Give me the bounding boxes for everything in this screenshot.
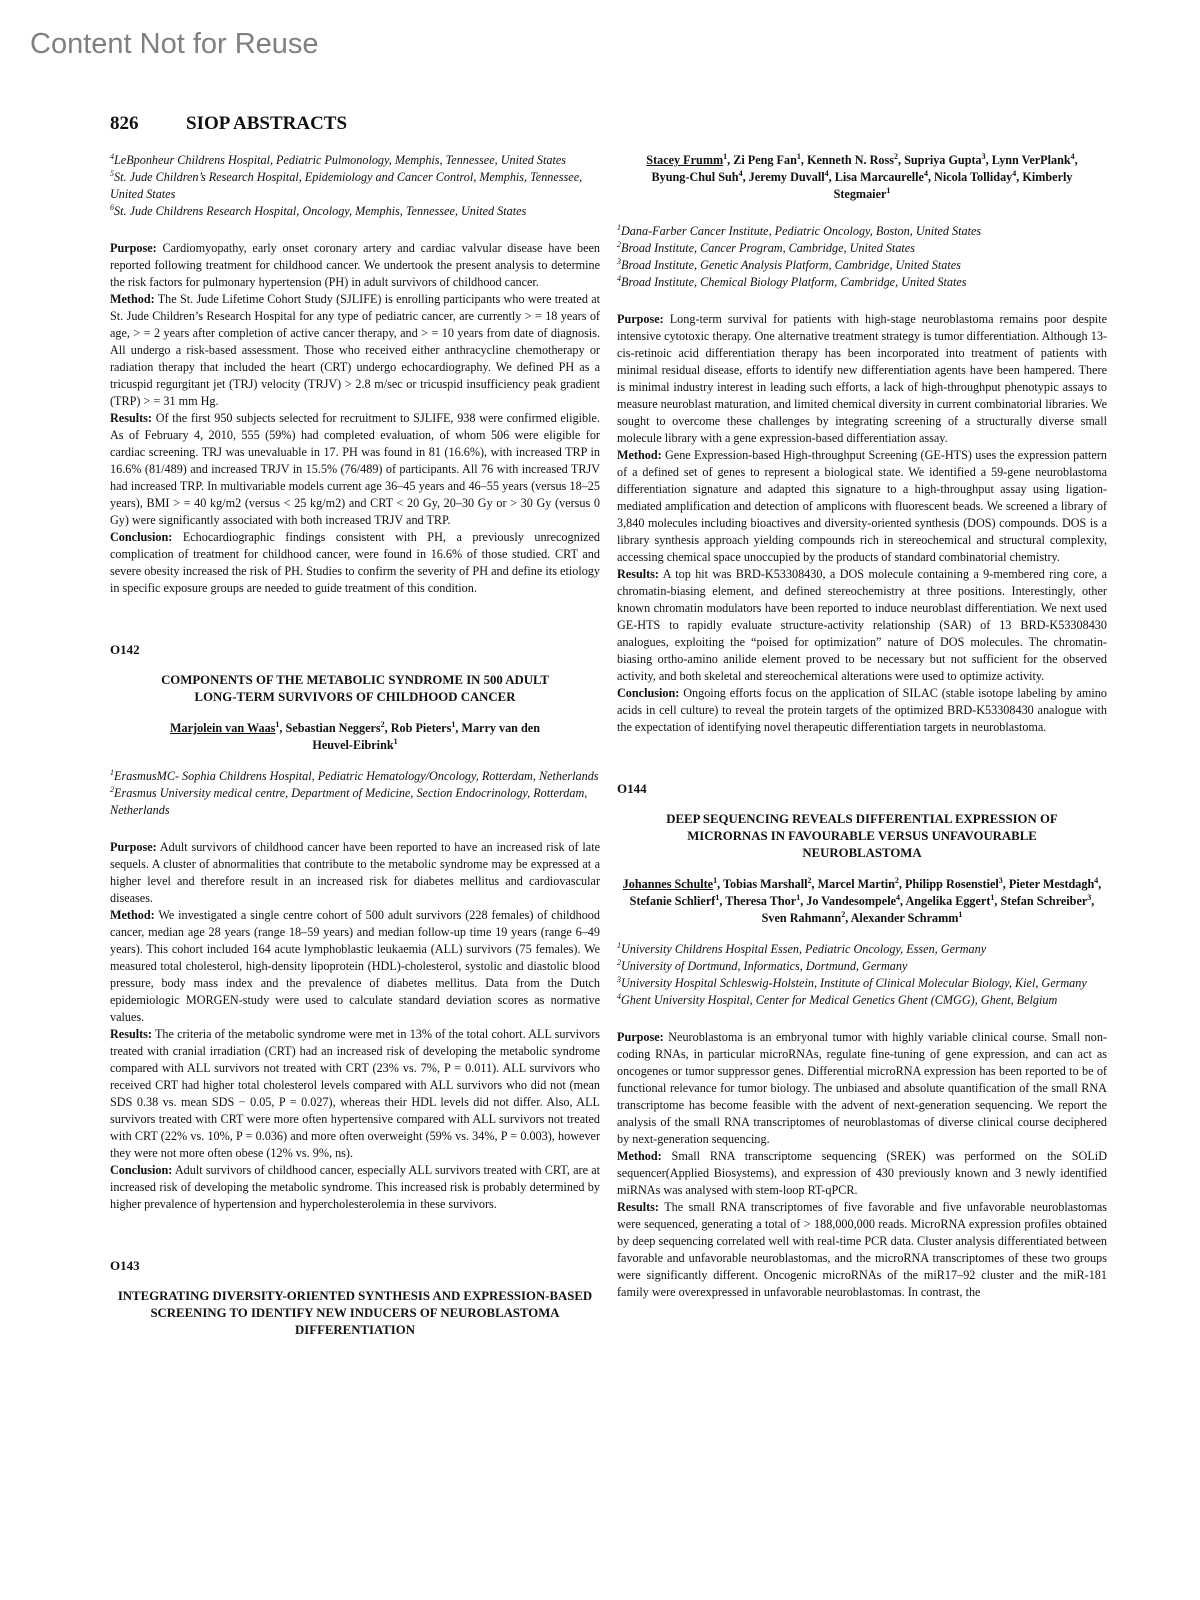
abstract-section [110, 529, 600, 597]
author-separator: , [742, 170, 749, 184]
affiliation-number: 1 [110, 767, 114, 777]
section-text: The small RNA transcriptomes of five favorable and five unfavorable neuroblastomas were sequenced, generating a total of > 188,000,000 reads. MicroRNA expression profiles obtained by deep sequencing correlated well with real-time PCR data. Cluster analysis differentiated between favorable and unfavorable neuroblastomas, and the microRNA transcriptomes of these two groups were significantly different. Oncogenic microRNAs of the miR17–92 cluster and the miR-181 family were overexpressed in unfavorable neuroblastomas. In contrast, the [617, 1200, 1107, 1299]
author-separator: , [811, 877, 818, 891]
affiliation-text: University Childrens Hospital Essen, Pediatric Oncology, Essen, Germany [621, 942, 987, 956]
author-affiliation-number: 1 [958, 909, 963, 919]
affiliation-text: University of Dortmund, Informatics, Dortmund, Germany [621, 959, 908, 973]
abstract-section [617, 1148, 1107, 1199]
continued-abstract [110, 152, 600, 597]
author-separator: , [898, 877, 905, 891]
author-name: Jo Vandesompele [806, 894, 897, 908]
author-separator: , [1091, 894, 1095, 908]
section-text: The criteria of the metabolic syndrome were met in 13% of the total cohort. ALL survivors treated with cranial irradiation (CRT) had an increased risk of developing the metabolic syndrome compared with ALL survivors not treated with CRT (23% vs. 7%, P = 0.011). ALL survivors who received CRT had higher total cholesterol levels compared with ALL survivors who did not (mean SDS 0.38 vs. mean SDS − 0.05, P = 0.027), whereas their HDL levels did not differ. Also, ALL survivors treated with CRT were more often hypertensive compared with ALL survivors not treated with CRT (22% vs. 10%, P = 0.036) and more often overweight (59% vs. 34%, P = 0.003), however they were not more often obese (12% vs. 9%, ns). [110, 1027, 600, 1160]
author-affiliation-number: 3 [981, 151, 986, 161]
affiliation-number: 2 [617, 239, 621, 249]
section-label: Results: [110, 411, 152, 425]
watermark: Content Not for Reuse [30, 28, 319, 60]
abstract-section [110, 907, 600, 1026]
author [904, 153, 992, 167]
section-text: Of the first 950 subjects selected for recruitment to SJLIFE, 938 were confirmed eligible. As of February 4, 2010, 555 (59%) had completed evaluation, of whom 506 were eligible for cardiac screening. TRJ was unevaluable in 17. PH was found in 81 (16.6%), with increased TRP in 16.6% (81/489) and increased TRJV in 15.5% (76/489) of participants. All 76 with increased TRJV had increased TRP. In multivariable models current age 36–45 years and 46–55 years (versus 18–25 years), BMI > = 40 kg/m2 (versus < 25 kg/m2) and CRT < 20 Gy, 20–30 Gy or > 30 Gy (versus 0 Gy) were significantly associated with both increased TRJV and TRP. [110, 411, 600, 527]
author-name: Pieter Mestdagh [1008, 877, 1095, 891]
section-label: Method: [110, 292, 155, 306]
author-name: Lynn VerPlank [991, 153, 1071, 167]
section-label: Purpose: [617, 312, 664, 326]
author-separator: , [1074, 153, 1078, 167]
author-affiliation-number: 2 [894, 875, 899, 885]
affiliation-text: Broad Institute, Cancer Program, Cambridge, United States [621, 241, 915, 255]
section-text: Long-term survival for patients with high-stage neuroblastoma remains poor despite intensive cytotoxic therapy. One alternative treatment strategy is tumor differentiation. Although 13-cis-retinoic acid differentiation therapy has been incorporated into treatment of patients with minimal residual disease, efforts to identify new differentiation agents have been hampered. There is minimal industry interest in leading such efforts, a lack of high-throughput phenotypic assays to measure neuroblast maturation, and limited chemical diversity in current combinatorial libraries. We sought to overcome these challenges by integrating screening of a structurally diverse small molecule library with a gene expression-based differentiation assay. [617, 312, 1107, 445]
author-name: Theresa Thor [725, 894, 797, 908]
author-name: Philipp Rosenstiel [904, 877, 999, 891]
affiliation-number: 2 [617, 957, 621, 967]
abstract-section [617, 1199, 1107, 1301]
section-label: Method: [110, 908, 155, 922]
affiliation [617, 975, 1107, 992]
affiliation-text: St. Jude Children’s Research Hospital, Epidemiology and Cancer Control, Memphis, Tennessee, United States [110, 170, 583, 201]
author-separator: , [897, 153, 905, 167]
abstract-o144 [617, 780, 1107, 1301]
author [749, 170, 835, 184]
affiliation [110, 768, 600, 785]
author-affiliation-number: 1 [886, 185, 891, 195]
affiliation [110, 785, 600, 819]
author-affiliation-number: 3 [1087, 892, 1092, 902]
author-affiliation-number: 1 [796, 151, 801, 161]
abstract-o142 [110, 641, 600, 1213]
author-name: Kenneth N. Ross [806, 153, 894, 167]
affiliation-list [617, 941, 1107, 1009]
abstract-id: O142 [110, 642, 140, 657]
abstract-id: O144 [617, 781, 647, 796]
author-affiliation-number: 4 [923, 168, 928, 178]
author-name: Kimberly Stegmaier [833, 170, 1073, 201]
section-label: Purpose: [110, 241, 157, 255]
author-name: Rob Pieters [390, 721, 452, 735]
section-text: Adult survivors of childhood cancer have been reported to have an increased risk of late sequels. A cluster of abnormalities that contribute to the metabolic syndrome may be expressed at a higher level and therefore result in an increased risk for diabetes mellitus and cardiovascular diseases. [110, 840, 600, 905]
author [806, 894, 905, 908]
journal-title: SIOP ABSTRACTS [186, 113, 348, 134]
author-separator: , [845, 911, 851, 925]
affiliation-text: Erasmus University medical centre, Department of Medicine, Section Endocrinology, Rotterdam, Netherlands [110, 786, 588, 817]
author-name: Marcel Martin [817, 877, 895, 891]
affiliation [110, 169, 600, 203]
abstract-section [617, 311, 1107, 447]
section-label: Purpose: [110, 840, 157, 854]
author [286, 721, 391, 735]
section-label: Method: [617, 448, 662, 462]
abstract-o143-body [617, 152, 1107, 736]
author-affiliation-number: 2 [841, 909, 846, 919]
author-separator: , [994, 894, 1001, 908]
author-separator: , [828, 170, 835, 184]
author-name: Marjolein van Waas [170, 721, 276, 735]
affiliation-number: 4 [617, 991, 621, 1001]
affiliation-list [617, 223, 1107, 291]
abstract-section [617, 447, 1107, 566]
abstract-body [110, 839, 600, 1213]
abstract-section [617, 566, 1107, 685]
abstract-body [110, 240, 600, 597]
author-list [617, 152, 1107, 203]
author-separator: , [455, 721, 462, 735]
abstract-title: INTEGRATING DIVERSITY-ORIENTED SYNTHESIS AND EXPRESSION-BASED SCREENING TO IDENTIFY NEW INDUCERS OF NEUROBLASTOMA DIFFERENTIATION [117, 1289, 593, 1337]
affiliation-text: ErasmusMC- Sophia Childrens Hospital, Pediatric Hematology/Oncology, Rotterdam, Netherlands [114, 769, 599, 783]
abstract-section [110, 410, 600, 529]
author-separator: , [1016, 170, 1023, 184]
section-text: Gene Expression-based High-throughput Screening (GE-HTS) uses the expression pattern of a defined set of genes to represent a biological state. We identified a 59-gene neuroblastoma differentiation signature and adapted this signature to a high-throughput assay using ligation-mediated amplification and detection of amplicons with fluorescent beads. We screened a library of 3,840 molecules including bioactives and diversity-oriented synthesis (DOS) compounds. DOS is a library synthesis approach yielding compounds rich in stereochemical and structural complexity, accessing chemical space unoccupied by the products of standard combinatorial chemistry. [617, 448, 1107, 564]
author-affiliation-number: 2 [893, 151, 898, 161]
author-separator: , [717, 877, 723, 891]
abstract-section [110, 1026, 600, 1162]
author [934, 170, 1022, 184]
presenting-author [646, 153, 733, 167]
abstract-section [617, 685, 1107, 736]
author-affiliation-number: 1 [723, 151, 728, 161]
author [762, 911, 851, 925]
author-separator: , [384, 721, 391, 735]
author-name: Sebastian Neggers [285, 721, 381, 735]
affiliation-text: University Hospital Schleswig-Holstein, Institute of Clinical Molecular Biology, Kiel, Germany [621, 976, 1087, 990]
affiliation [617, 240, 1107, 257]
author-affiliation-number: 4 [824, 168, 829, 178]
abstract-body [617, 311, 1107, 736]
author-affiliation-number: 3 [998, 875, 1003, 885]
author-name: Stefanie Schlierf [629, 894, 716, 908]
author [1001, 894, 1095, 908]
section-label: Method: [617, 1149, 662, 1163]
author-name: Marry van den Heuvel-Eibrink [312, 721, 540, 752]
affiliation-text: Broad Institute, Chemical Biology Platform, Cambridge, United States [621, 275, 967, 289]
author-name: Zi Peng Fan [733, 153, 797, 167]
author-affiliation-number: 2 [380, 719, 385, 729]
author-name: Johannes Schulte [622, 877, 714, 891]
author-name: Alexander Schramm [850, 911, 959, 925]
author-name: Supriya Gupta [904, 153, 982, 167]
abstract-body [617, 1029, 1107, 1301]
affiliation [617, 941, 1107, 958]
author-name: Tobias Marshall [722, 877, 808, 891]
section-text: Adult survivors of childhood cancer, especially ALL survivors treated with CRT, are at increased risk of developing the metabolic syndrome. This increased risk is probably determined by higher prevalence of hypertension and hypercholesterolemia in these survivors. [110, 1163, 600, 1211]
affiliation [617, 958, 1107, 975]
author-separator: , [279, 721, 286, 735]
affiliation-number: 4 [110, 151, 114, 161]
author [1009, 877, 1101, 891]
section-text: A top hit was BRD-K53308430, a DOS molecule containing a 9-membered ring core, a chromatin-biasing element, and defined stereochemistry at three positions. Interestingly, other known chromatin modulators have been reported to induce neuroblast differentiation. We next used GE-HTS to rapidly evaluate structure-activity relationship (SAR) of 13 BRD-K53308430 analogues, exploiting the “poised for optimization” nature of DOS molecules. The chromatin-biasing ortho-amino anilide element proved to be necessary but not sufficient for the observed activity, and both skeletal and stereochemical alterations were used to optimize activity. [617, 567, 1107, 683]
abstract-title: COMPONENTS OF THE METABOLIC SYNDROME IN 500 ADULT LONG-TERM SURVIVORS OF CHILDHOOD CANCER [161, 673, 549, 704]
author-name: Angelika Eggert [905, 894, 991, 908]
author [905, 877, 1009, 891]
affiliation [617, 223, 1107, 240]
section-text: Small RNA transcriptome sequencing (SREK) was performed on the SOLiD sequencer(Applied Biosystems), and expression of 430 previously known and 3 newly identified miRNAs was analysed with stem-loop RT-qPCR. [617, 1149, 1107, 1197]
section-text: Cardiomyopathy, early onset coronary artery and cardiac valvular disease have been reported following treatment for childhood cancer. We undertook the present analysis to determine the risk factors for pulmonary hypertension (PH) in adult survivors of childhood cancer. [110, 241, 600, 289]
page-header [110, 113, 347, 135]
author-affiliation-number: 1 [713, 875, 718, 885]
page-number: 826 [110, 113, 139, 134]
author [630, 894, 726, 908]
abstract-section [110, 240, 600, 291]
affiliation-number: 1 [617, 940, 621, 950]
section-label: Conclusion: [617, 686, 680, 700]
section-label: Purpose: [617, 1030, 664, 1044]
author [905, 894, 1000, 908]
affiliation-list [110, 768, 600, 819]
author-affiliation-number: 2 [807, 875, 812, 885]
abstract-section [617, 1029, 1107, 1148]
abstract-section [110, 1162, 600, 1213]
author [818, 877, 905, 891]
section-text: We investigated a single centre cohort of 500 adult survivors (228 females) of childhood cancer, median age 28 years (range 18–59 years) and median follow-up time 19 years (range 6–49 years). This cohort included 164 acute lymphoblastic leukaemia (ALL) survivors (75 females). We measured total cholesterol, high-density lipoprotein (HDL)-cholesterol, systolic and diastolic blood pressure, body mass index and the prevalence of diabetes mellitus. Data from the Dutch epidemiologic MORGEN-study were used to calculate standard deviation scores as normative values. [110, 908, 600, 1024]
section-label: Conclusion: [110, 530, 173, 544]
author-affiliation-number: 1 [715, 892, 720, 902]
section-label: Conclusion: [110, 1163, 173, 1177]
author-separator: , [1098, 877, 1102, 891]
author-name: Nicola Tolliday [934, 170, 1013, 184]
author-affiliation-number: 4 [1094, 875, 1099, 885]
presenting-author [623, 877, 723, 891]
affiliation-number: 3 [617, 256, 621, 266]
author-separator: , [927, 170, 935, 184]
author-name: Lisa Marcaurelle [834, 170, 924, 184]
author-affiliation-number: 4 [896, 892, 901, 902]
author [807, 153, 904, 167]
abstract-section [110, 839, 600, 907]
author-name: Sven Rahmann [761, 911, 842, 925]
affiliation-number: 3 [617, 974, 621, 984]
affiliation-text: Broad Institute, Genetic Analysis Platform, Cambridge, United States [621, 258, 961, 272]
section-text: Echocardiographic findings consistent with PH, a previously unrecognized complication of treatment for childhood cancer, were found in 16.6% of those studied. CRT and severe obesity increased the risk of PH. Studies to confirm the severity of PH and define its etiology in specific exposure groups are needed to guide treatment of this condition. [110, 530, 600, 595]
author [733, 153, 807, 167]
author-separator: , [900, 894, 906, 908]
section-label: Results: [617, 567, 659, 581]
affiliation-number: 1 [617, 222, 621, 232]
section-label: Results: [617, 1200, 659, 1214]
affiliation-number: 5 [110, 168, 114, 178]
right-column [617, 152, 1107, 1301]
affiliation-number: 4 [617, 273, 621, 283]
abstract-o143-heading [110, 1257, 600, 1339]
abstract-title: DEEP SEQUENCING REVEALS DIFFERENTIAL EXPRESSION OF MICRORNAS IN FAVOURABLE VERSUS UNFAVOURABLE NEUROBLASTOMA [666, 812, 1058, 860]
author-separator: , [800, 894, 807, 908]
author [992, 153, 1078, 167]
author [725, 894, 806, 908]
author-name: Jeremy Duvall [748, 170, 825, 184]
author-affiliation-number: 1 [990, 892, 995, 902]
abstract-section [110, 291, 600, 410]
author-affiliation-number: 4 [738, 168, 743, 178]
author [835, 170, 934, 184]
affiliation-list [110, 152, 600, 220]
affiliation [110, 203, 600, 220]
abstract-id: O143 [110, 1258, 140, 1273]
author-affiliation-number: 1 [275, 719, 280, 729]
author-name: Byung-Chul Suh [651, 170, 739, 184]
affiliation [617, 992, 1107, 1009]
affiliation-number: 6 [110, 202, 114, 212]
section-text: Ongoing efforts focus on the application of SILAC (stable isotope labeling by amino acids in cell culture) to reveal the protein targets of the optimized BRD-K53308430 analogue with the expectation of identifying novel therapeutic differentiation targets in neuroblastoma. [617, 686, 1107, 734]
author-separator: , [727, 153, 734, 167]
author [851, 911, 963, 925]
author [652, 170, 749, 184]
author-affiliation-number: 1 [451, 719, 456, 729]
affiliation-text: St. Jude Childrens Research Hospital, Oncology, Memphis, Tennessee, United States [114, 204, 527, 218]
author-list [617, 876, 1107, 927]
affiliation-number: 2 [110, 784, 114, 794]
author-separator: , [985, 153, 992, 167]
section-text: The St. Jude Lifetime Cohort Study (SJLIFE) is enrolling participants who were treated at St. Jude Children’s Research Hospital for any type of pediatric cancer, are currently > = 18 years of age, > = 2 years after completion of active cancer therapy, and > = 10 years from date of diagnosis. All undergo a risk-based assessment. Those who received either anthracycline chemotherapy or radiation therapy that included the heart (CRT) undergo echocardiography. We defined PH as a tricuspid regurgitant jet (TRJ) velocity (TRJV) > 2.8 m/sec or tricuspid insufficiency peak gradient (TRP) > = 31 mm Hg. [110, 292, 600, 408]
author [391, 721, 462, 735]
affiliation-text: Dana-Farber Cancer Institute, Pediatric Oncology, Boston, United States [621, 224, 982, 238]
left-column [110, 152, 600, 1339]
author-separator: , [800, 153, 807, 167]
author-separator: , [719, 894, 726, 908]
affiliation [617, 274, 1107, 291]
section-label: Results: [110, 1027, 152, 1041]
section-text: Neuroblastoma is an embryonal tumor with highly variable clinical course. Small non-coding RNAs, in particular microRNAs, regulate fine-tuning of gene expression, and can act as oncogenes or tumor suppressor genes. Differential microRNA expression has been reported to be of functional relevance for tumor biology. The unbiased and absolute quantification of the small RNA transcriptome has become feasible with the advent of next-generation sequencing. We report the analysis of the small RNA transcriptomes of neuroblastomas of diverse clinical course deciphered by next-generation sequencing. [617, 1030, 1107, 1146]
affiliation-text: Ghent University Hospital, Center for Medical Genetics Ghent (CMGG), Ghent, Belgium [621, 993, 1058, 1007]
author-affiliation-number: 4 [1012, 168, 1017, 178]
author-separator: , [1002, 877, 1009, 891]
affiliation [617, 257, 1107, 274]
author-affiliation-number: 1 [796, 892, 801, 902]
presenting-author [170, 721, 286, 735]
author-affiliation-number: 4 [1070, 151, 1075, 161]
author-name: Stacey Frumm [646, 153, 724, 167]
affiliation-text: LeBponheur Childrens Hospital, Pediatric Pulmonology, Memphis, Tennessee, United States [114, 153, 567, 167]
author-name: Stefan Schreiber [1000, 894, 1088, 908]
author [723, 877, 818, 891]
author-affiliation-number: 1 [393, 736, 398, 746]
affiliation [110, 152, 600, 169]
author-list [110, 720, 600, 754]
